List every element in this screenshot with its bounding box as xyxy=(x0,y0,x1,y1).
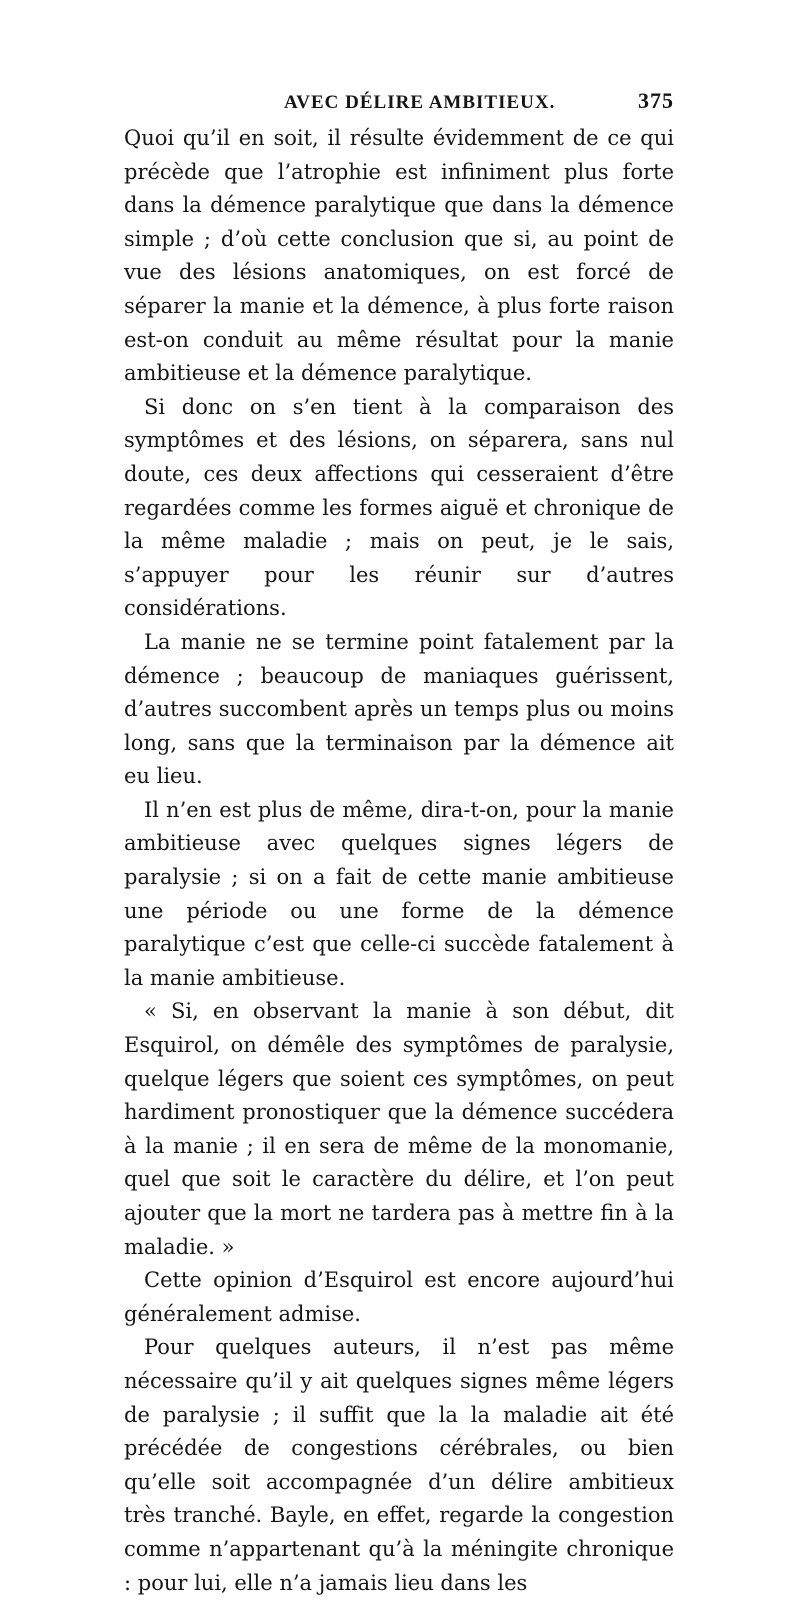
paragraph: Si donc on s’en tient à la comparaison des symptômes et des lésions, on séparera, sans nul doute, ces deux affections qui cesseraient d’être regardées comme les formes aiguë et chronique de la même maladie ; mais on peut, je le sais, s’appuyer pour les réunir sur d’autres considérations. xyxy=(124,394,674,621)
paragraph: Cette opinion d’Esquirol est encore aujourd’hui généralement admise. xyxy=(124,1268,674,1326)
paragraph: Quoi qu’il en soit, il résulte évidemment de ce qui précède que l’atrophie est infiniment plus forte dans la démence paralytique que dans la démence simple ; d’où cette conclusion que si, au point de vue des lésions anatomiques, on est forcé de séparer la manie et la démence, à plus forte raison est-on conduit au même résultat pour la manie ambitieuse et la démence paralytique. xyxy=(124,126,674,386)
quotation-paragraph: « Si, en observant la manie à son début, dit Esquirol, on démêle des symptômes de paralysie, quelque légers que soient ces symptômes, on peut hardiment pronostiquer que la démence succédera à la manie ; il en sera de même de la monomanie, quel que soit le caractère du délire, et l’on peut ajouter que la mort ne tardera pas à mettre fin à la maladie. » xyxy=(124,999,674,1259)
body-text xyxy=(124,122,674,1600)
running-header xyxy=(124,86,674,122)
paragraph: La manie ne se termine point fatalement par la démence ; beaucoup de maniaques guérissent, d’autres succombent après un temps plus ou moins long, sans que la terminaison par la démence ait eu lieu. xyxy=(124,629,674,789)
running-title: AVEC DÉLIRE AMBITIEUX. xyxy=(284,92,556,113)
page-number: 375 xyxy=(638,88,674,113)
paragraph: Pour quelques auteurs, il n’est pas même nécessaire qu’il y ait quelques signes même légers de paralysie ; il suffit que la la maladie ait été précédée de congestions cérébrales, ou bien qu’elle soit accompagnée d’un délire ambitieux très tranché. Bayle, en effet, regarde la congestion comme n’appartenant qu’à la méningite chronique : pour lui, elle n’a jamais lieu dans les xyxy=(124,1335,674,1595)
paragraph: Il n’en est plus de même, dira-t-on, pour la manie ambitieuse avec quelques signes légers de paralysie ; si on a fait de cette manie ambitieuse une période ou une forme de la démence paralytique c’est que celle-ci succède fatalement à la manie ambitieuse. xyxy=(124,797,674,990)
book-page xyxy=(124,86,674,1600)
